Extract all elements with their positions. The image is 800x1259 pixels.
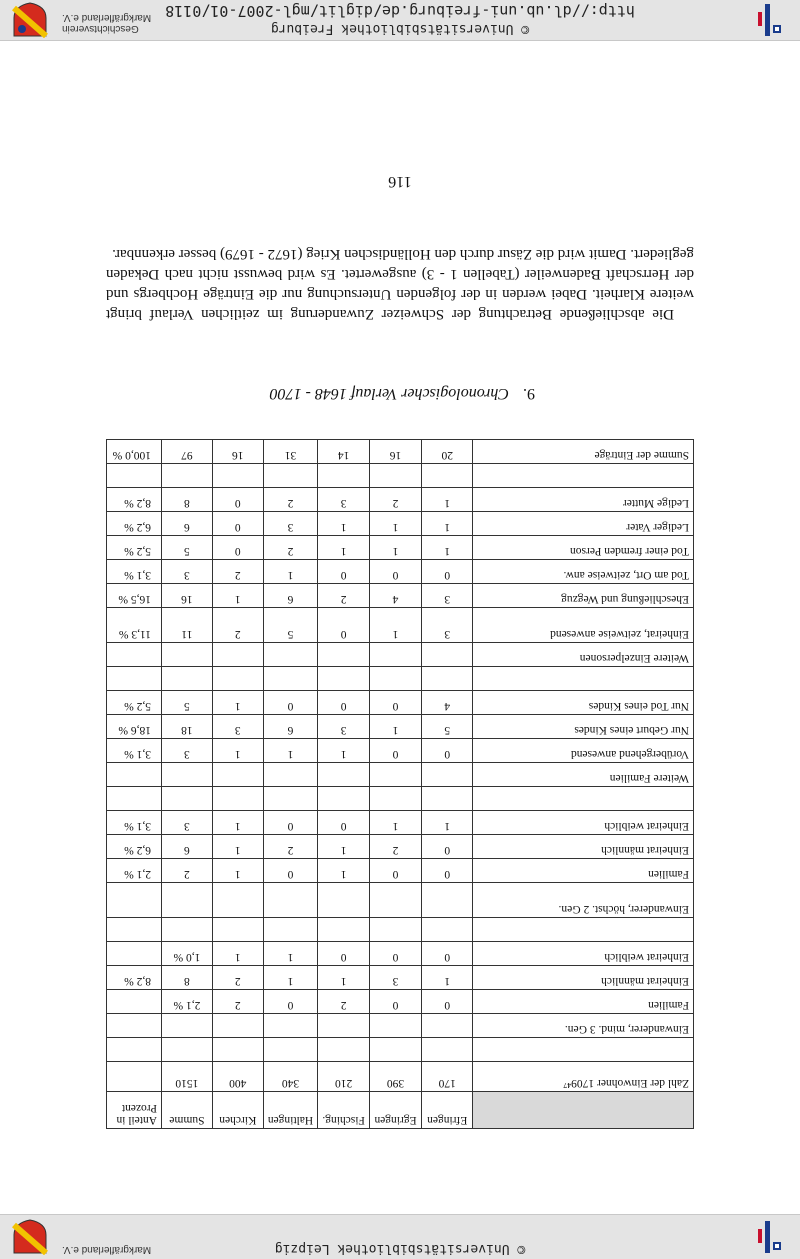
table-cell: 3	[162, 811, 213, 835]
table-cell: 1	[370, 608, 422, 643]
table-cell	[212, 787, 263, 811]
table-cell: 2	[263, 835, 317, 859]
table-cell: 0	[370, 990, 422, 1014]
table-cell: 0	[263, 859, 317, 883]
table-cell: 0	[212, 488, 263, 512]
table-cell	[421, 1014, 473, 1038]
bottom-org-name	[62, 12, 151, 34]
table-cell: 0	[421, 835, 473, 859]
table-cell: 97	[162, 440, 213, 464]
table-cell: 1	[318, 966, 370, 990]
table-cell: 2,1 %	[107, 859, 162, 883]
table-cell: 1	[212, 811, 263, 835]
table-cell: 1	[318, 859, 370, 883]
table-cell	[318, 787, 370, 811]
table-cell	[162, 1014, 213, 1038]
table-cell	[162, 883, 213, 918]
row-label: Ledige Mutter	[473, 488, 694, 512]
table-row	[107, 643, 694, 667]
row-label	[473, 1038, 694, 1062]
table-cell	[263, 1038, 317, 1062]
immigration-statistics-table	[106, 439, 694, 1129]
section-heading	[270, 384, 535, 402]
table-cell: 3,1 %	[107, 811, 162, 835]
column-header: Summe	[162, 1092, 213, 1129]
table-cell	[421, 787, 473, 811]
table-cell: 0	[421, 859, 473, 883]
crest-icon	[8, 1219, 52, 1255]
table-cell: 1	[212, 691, 263, 715]
table-cell	[107, 464, 162, 488]
table-cell: 8,2 %	[107, 488, 162, 512]
row-label: Tod einer fremden Person	[473, 536, 694, 560]
crest-icon	[8, 2, 52, 38]
table-cell	[421, 667, 473, 691]
table-row	[107, 1038, 694, 1062]
table-cell: 2	[318, 584, 370, 608]
table-cell: 0	[263, 811, 317, 835]
table-cell	[318, 464, 370, 488]
row-label	[473, 667, 694, 691]
table-cell	[318, 763, 370, 787]
row-label	[473, 918, 694, 942]
table-cell: 1	[370, 811, 422, 835]
table-cell	[212, 464, 263, 488]
table-cell	[162, 918, 213, 942]
table-cell	[370, 1038, 422, 1062]
table-cell	[370, 643, 422, 667]
table-cell: 1	[421, 536, 473, 560]
row-label: Einwanderer, höchst. 2 Gen.	[473, 883, 694, 918]
table-cell: 5	[162, 691, 213, 715]
table-cell: 1	[212, 584, 263, 608]
table-cell: 0	[370, 691, 422, 715]
table-cell: 11	[162, 608, 213, 643]
table-cell	[421, 918, 473, 942]
table-cell: 2	[212, 966, 263, 990]
table-cell	[162, 464, 213, 488]
table-cell	[162, 1038, 213, 1062]
table-row	[107, 464, 694, 488]
row-label: Einwanderer, mind. 3 Gen.	[473, 1014, 694, 1038]
row-label: Einheirat männlich	[473, 966, 694, 990]
table-cell: 0	[263, 691, 317, 715]
table-row	[107, 488, 694, 512]
table-cell	[318, 643, 370, 667]
table-cell	[107, 763, 162, 787]
column-header: Egringen	[370, 1092, 422, 1129]
table-cell	[107, 1014, 162, 1038]
row-label: Zahl der Einwohner 1709⁴⁷	[473, 1062, 694, 1092]
table-cell	[107, 883, 162, 918]
table-cell: 1	[421, 512, 473, 536]
body-paragraph	[106, 244, 694, 324]
column-header: Fisching.	[318, 1092, 370, 1129]
row-label	[473, 464, 694, 488]
table-cell: 1	[370, 512, 422, 536]
column-header: Kirchen	[212, 1092, 263, 1129]
table-cell: 0	[370, 560, 422, 584]
column-header: Haltingen	[263, 1092, 317, 1129]
section-title: Chronologischer Verlauf 1648 - 1700	[269, 385, 509, 402]
table-cell: 1	[318, 536, 370, 560]
table-cell	[263, 763, 317, 787]
table-cell	[107, 667, 162, 691]
bottom-copyright: © Universitätsbibliothek Freiburg	[270, 21, 530, 36]
row-label: Einheirat weiblich	[473, 811, 694, 835]
table-cell: 3	[162, 560, 213, 584]
table-cell	[263, 1014, 317, 1038]
table-cell: 0	[421, 739, 473, 763]
row-label: Nur Geburt eines Kindes	[473, 715, 694, 739]
table-cell: 18	[162, 715, 213, 739]
table-cell	[421, 1038, 473, 1062]
table-cell: 340	[263, 1062, 317, 1092]
table-row	[107, 715, 694, 739]
table-cell: 0	[318, 942, 370, 966]
table-cell: 5	[263, 608, 317, 643]
table-cell	[107, 942, 162, 966]
table-cell: 2	[212, 608, 263, 643]
table-row	[107, 440, 694, 464]
table-row	[107, 584, 694, 608]
table-cell	[318, 918, 370, 942]
row-label: Familien	[473, 990, 694, 1014]
table-cell: 2	[212, 990, 263, 1014]
table-cell: 100,0 %	[107, 440, 162, 464]
table-cell: 3	[162, 739, 213, 763]
table-cell: 3,1 %	[107, 560, 162, 584]
table-cell: 5,2 %	[107, 691, 162, 715]
table-cell: 1	[421, 811, 473, 835]
table-cell: 4	[370, 584, 422, 608]
table-cell: 6,2 %	[107, 512, 162, 536]
table-cell	[263, 787, 317, 811]
row-label: Nur Tod eines Kindes	[473, 691, 694, 715]
table-row	[107, 859, 694, 883]
table-cell: 5	[421, 715, 473, 739]
table-cell	[370, 787, 422, 811]
header-label-cell	[473, 1092, 694, 1129]
table-row	[107, 883, 694, 918]
table-cell: 0	[370, 739, 422, 763]
table-row	[107, 1014, 694, 1038]
table-cell	[212, 883, 263, 918]
table-cell: 20	[421, 440, 473, 464]
table-cell: 0	[421, 560, 473, 584]
table-cell	[212, 667, 263, 691]
table-cell: 11,3 %	[107, 608, 162, 643]
table-cell: 2	[162, 859, 213, 883]
table-cell: 2	[263, 488, 317, 512]
table-cell: 31	[263, 440, 317, 464]
table-cell: 16	[162, 584, 213, 608]
table-cell: 0	[212, 536, 263, 560]
table-cell: 0	[421, 942, 473, 966]
table-row	[107, 560, 694, 584]
table-row	[107, 512, 694, 536]
table-cell: 5	[162, 536, 213, 560]
table-cell	[370, 1014, 422, 1038]
table-cell: 6	[162, 512, 213, 536]
table-cell: 390	[370, 1062, 422, 1092]
table-cell: 0	[318, 691, 370, 715]
paragraph-text: Die abschließende Betrachtung der Schweizer Zuwanderung im zeitlichen Verlauf bringt weitere Klarheit. Dabei werden in der folgenden Untersuchung nur die Einträge Hochbergs und der Herrschaft Badenweiler (Tabellen 1 - 3) ausgewertet. Es wird bewusst nicht nach Dekaden gegliedert. Damit wird die Zäsur durch den Holländischen Krieg (1672 - 1679) besser erkennbar.	[106, 246, 694, 322]
table-row	[107, 1062, 694, 1092]
table-cell	[212, 1014, 263, 1038]
table-cell: 14	[318, 440, 370, 464]
table-cell: 1	[212, 859, 263, 883]
table-cell: 2	[370, 835, 422, 859]
table-cell: 3	[212, 715, 263, 739]
top-org-line2: Markgräflerland e.V.	[62, 1244, 152, 1255]
table-row	[107, 990, 694, 1014]
table-row	[107, 966, 694, 990]
table-cell: 170	[421, 1062, 473, 1092]
table-row	[107, 536, 694, 560]
table-cell: 1	[212, 942, 263, 966]
table-row	[107, 942, 694, 966]
row-label: Einheirat männlich	[473, 835, 694, 859]
row-label: Summe der Einträge	[473, 440, 694, 464]
row-label: Einheirat, zeitweise anwesend	[473, 608, 694, 643]
table-cell: 1510	[162, 1062, 213, 1092]
table-cell: 1	[318, 739, 370, 763]
table-cell: 0	[421, 990, 473, 1014]
row-label: Lediger Vater	[473, 512, 694, 536]
table-cell	[107, 1062, 162, 1092]
table-cell	[107, 643, 162, 667]
table-cell: 0	[370, 859, 422, 883]
table-cell: 6	[162, 835, 213, 859]
table-cell: 3	[421, 584, 473, 608]
table-cell: 2	[370, 488, 422, 512]
table-cell: 6	[263, 584, 317, 608]
table-row	[107, 811, 694, 835]
table-cell	[107, 1038, 162, 1062]
table-cell	[421, 883, 473, 918]
table-cell: 16	[370, 440, 422, 464]
table-cell: 2	[263, 536, 317, 560]
table-cell: 0	[212, 512, 263, 536]
table-cell	[370, 918, 422, 942]
table-cell	[318, 883, 370, 918]
row-label: Vorübergehend anwesend	[473, 739, 694, 763]
table-cell: 1	[421, 966, 473, 990]
table-cell: 6	[263, 715, 317, 739]
table-cell: 3	[318, 715, 370, 739]
table-cell	[421, 763, 473, 787]
table-row	[107, 608, 694, 643]
table-cell: 2,1 %	[162, 990, 213, 1014]
table-cell: 2	[318, 990, 370, 1014]
table-cell: 210	[318, 1062, 370, 1092]
table-cell	[107, 990, 162, 1014]
table-cell: 1	[263, 560, 317, 584]
table-row	[107, 739, 694, 763]
table-cell: 2	[212, 560, 263, 584]
table-cell: 1,0 %	[162, 942, 213, 966]
table-row	[107, 918, 694, 942]
table-cell: 0	[263, 990, 317, 1014]
row-label: Weitere Familien	[473, 763, 694, 787]
table-row	[107, 691, 694, 715]
table-cell	[263, 883, 317, 918]
table-cell: 1	[263, 739, 317, 763]
table-cell	[263, 643, 317, 667]
table-cell: 3	[263, 512, 317, 536]
table-cell	[421, 643, 473, 667]
table-cell	[212, 643, 263, 667]
table-cell: 1	[263, 942, 317, 966]
table-cell: 4	[421, 691, 473, 715]
bottom-footer-bar	[0, 0, 800, 41]
table-cell	[263, 464, 317, 488]
table-row	[107, 667, 694, 691]
table-cell: 3,1 %	[107, 739, 162, 763]
table-cell: 0	[370, 942, 422, 966]
table-cell	[107, 918, 162, 942]
table-cell: 3	[370, 966, 422, 990]
bottom-org-line2: Markgräflerland e.V.	[62, 12, 152, 23]
table-cell	[318, 667, 370, 691]
table-cell: 1	[212, 835, 263, 859]
bottom-org-line1: Geschichtsverein	[62, 23, 139, 34]
table-cell	[162, 787, 213, 811]
table-cell	[212, 1038, 263, 1062]
row-label: Einheirat weiblich	[473, 942, 694, 966]
top-copyright: © Universitätsbibliothek Leipzig	[274, 1241, 526, 1256]
row-label: Eheschließung und Wegzug	[473, 584, 694, 608]
table-cell: 0	[318, 608, 370, 643]
table-row	[107, 835, 694, 859]
table-cell	[107, 787, 162, 811]
table-cell: 1	[318, 835, 370, 859]
table-cell	[318, 1038, 370, 1062]
table-cell: 1	[212, 739, 263, 763]
row-label	[473, 787, 694, 811]
table-cell: 16	[212, 440, 263, 464]
table-cell: 3	[318, 488, 370, 512]
table-header-row	[107, 1092, 694, 1129]
table-row	[107, 787, 694, 811]
table-cell: 1	[318, 512, 370, 536]
table-cell	[162, 667, 213, 691]
table-cell: 1	[263, 966, 317, 990]
row-label: Weitere Einzelpersonen	[473, 643, 694, 667]
table-cell: 1	[421, 488, 473, 512]
table-cell	[370, 883, 422, 918]
table-row	[107, 763, 694, 787]
table-cell	[162, 643, 213, 667]
row-label: Familien	[473, 859, 694, 883]
top-org-name	[62, 1244, 151, 1255]
statistics-table-container	[106, 439, 694, 1129]
column-header: Anteil in Prozent	[107, 1092, 162, 1129]
row-label: Tod am Ort, zeitweise anw.	[473, 560, 694, 584]
table-cell: 8	[162, 488, 213, 512]
table-cell	[370, 667, 422, 691]
page-number: 116	[388, 173, 412, 190]
table-cell	[263, 667, 317, 691]
table-cell: 0	[318, 811, 370, 835]
table-cell: 8	[162, 966, 213, 990]
table-cell	[212, 918, 263, 942]
table-cell	[370, 763, 422, 787]
section-number: 9.	[523, 385, 535, 402]
column-header: Efringen	[421, 1092, 473, 1129]
table-cell: 3	[421, 608, 473, 643]
table-cell: 16,5 %	[107, 584, 162, 608]
table-cell: 6,2 %	[107, 835, 162, 859]
table-cell	[370, 464, 422, 488]
table-cell: 1	[370, 536, 422, 560]
table-cell: 0	[318, 560, 370, 584]
table-cell: 8,2 %	[107, 966, 162, 990]
top-footer-bar	[0, 1214, 800, 1259]
document-url-link[interactable]: http://dl.ub.uni-freiburg.de/diglit/mgl-2007-01/0118	[165, 2, 635, 20]
table-cell	[212, 763, 263, 787]
table-cell	[263, 918, 317, 942]
table-cell	[318, 1014, 370, 1038]
table-cell: 400	[212, 1062, 263, 1092]
table-cell: 1	[370, 715, 422, 739]
table-cell: 5,2 %	[107, 536, 162, 560]
table-cell	[162, 763, 213, 787]
table-cell: 18,6 %	[107, 715, 162, 739]
table-cell	[421, 464, 473, 488]
